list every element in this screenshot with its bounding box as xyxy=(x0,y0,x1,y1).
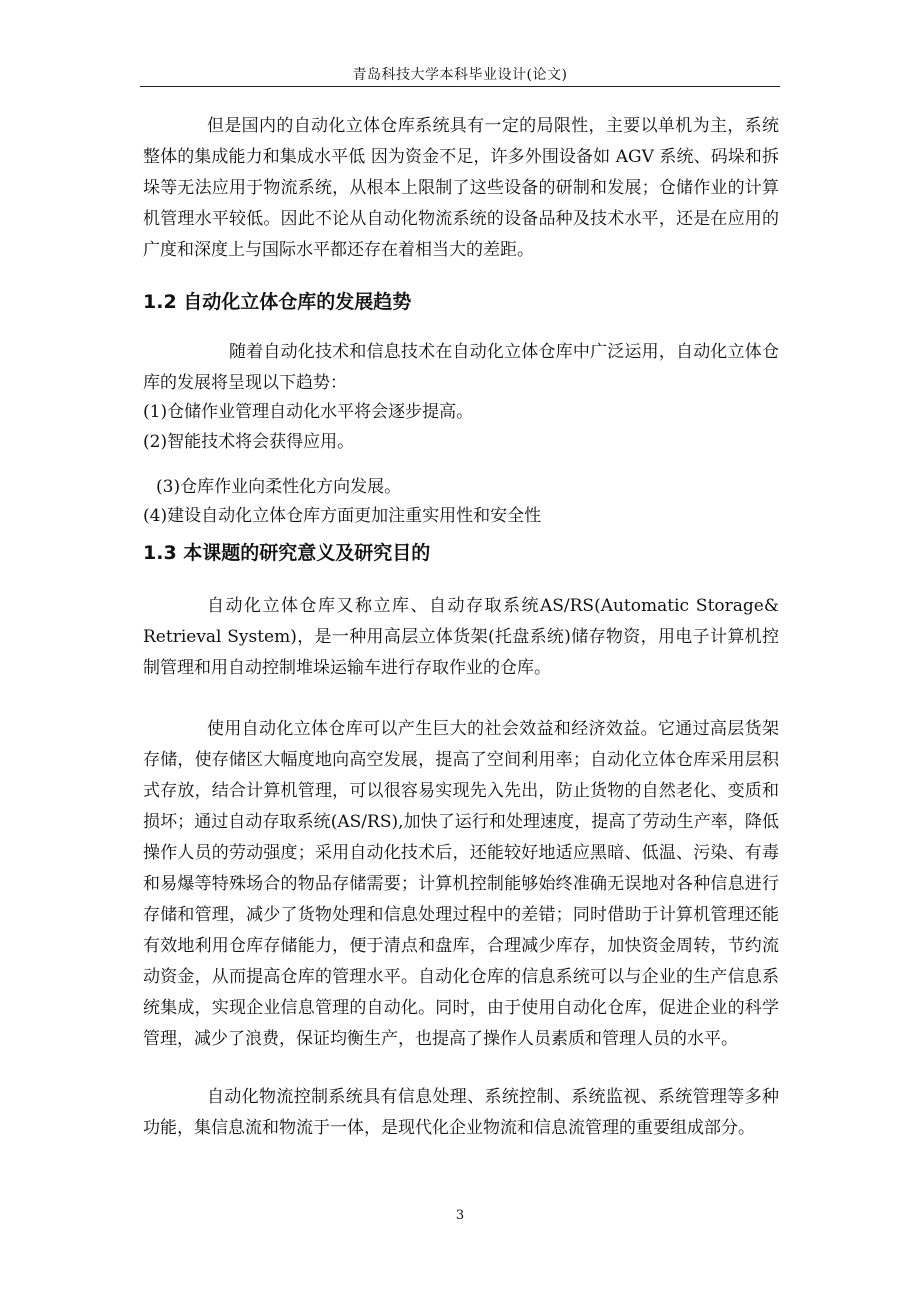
header-divider xyxy=(140,86,780,87)
paragraph-intro: 但是国内的自动化立体仓库系统具有一定的局限性，主要以单机为主，系统整体的集成能力和集成水平低 因为资金不足，许多外围设备如 AGV 系统、码垛和拆垛等无法应用于物流系统，从根本上限制了这些设备的研制和发展；仓储作业的计算机管理水平较低。因此不论从自动化物流系统的设备品种及技术水平，还是在应用的广度和深度上与国际水平都还存在着相当大的差距。 xyxy=(143,116,779,260)
paragraph-control-system: 自动化物流控制系统具有信息处理、系统控制、系统监视、系统管理等多种功能，集信息流和物流于一体，是现代化企业物流和信息流管理的重要组成部分。 xyxy=(143,1087,779,1138)
paragraph-benefits: 使用自动化立体仓库可以产生巨大的社会效益和经济效益。它通过高层货架存储，使存储区大幅度地向高空发展，提高了空间利用率；自动化立体仓库采用层积式存放，结合计算机管理，可以很容易实现先入先出，防止货物的自然老化、变质和损坏；通过自动存取系统(AS/RS),加快了运行和处理速度，提高了劳动生产率，降低操作人员的劳动强度；采用自动化技术后，还能较好地适应黑暗、低温、污染、有毒和易爆等特殊场合的物品存储需要；计算机控制能够始终准确无误地对各种信息进行存储和管理，减少了货物处理和信息处理过程中的差错；同时借助于计算机管理还能有效地利用仓库存储能力，便于清点和盘库，合理减少库存，加快资金周转，节约流动资金，从而提高仓库的管理水平。自动化仓库的信息系统可以与企业的生产信息系统集成，实现企业信息管理的自动化。同时，由于使用自动化仓库，促进企业的科学管理，减少了浪费，保证均衡生产，也提高了操作人员素质和管理人员的水平。 xyxy=(143,719,779,1049)
paragraph-definition: 自动化立体仓库又称立库、自动存取系统AS/RS(Automatic Storage& Retrieval System)，是一种用高层立体货架(托盘系统)储存物资，用电子计算机控制管理和用自动控制堆垛运输车进行存取作业的仓库。 xyxy=(143,596,779,678)
trend-list-item: (3)仓库作业向柔性化方向发展。 xyxy=(156,477,402,497)
paragraph-trend-intro: 随着自动化技术和信息技术在自动化立体仓库中广泛运用，自动化立体仓库的发展将呈现以下趋势： xyxy=(143,342,779,393)
trend-list-item: (4)建设自动化立体仓库方面更加注重实用性和安全性 xyxy=(143,506,542,526)
trend-list-item: (1)仓储作业管理自动化水平将会逐步提高。 xyxy=(143,402,474,422)
page-number: 3 xyxy=(455,1208,465,1223)
section-heading-1-2: 1.2 自动化立体仓库的发展趋势 xyxy=(143,291,412,313)
trend-list-item: (2)智能技术将会获得应用。 xyxy=(143,432,355,452)
section-heading-1-3: 1.3 本课题的研究意义及研究目的 xyxy=(143,542,431,564)
page-header-title: 青岛科技大学本科毕业设计(论文) xyxy=(352,67,568,83)
